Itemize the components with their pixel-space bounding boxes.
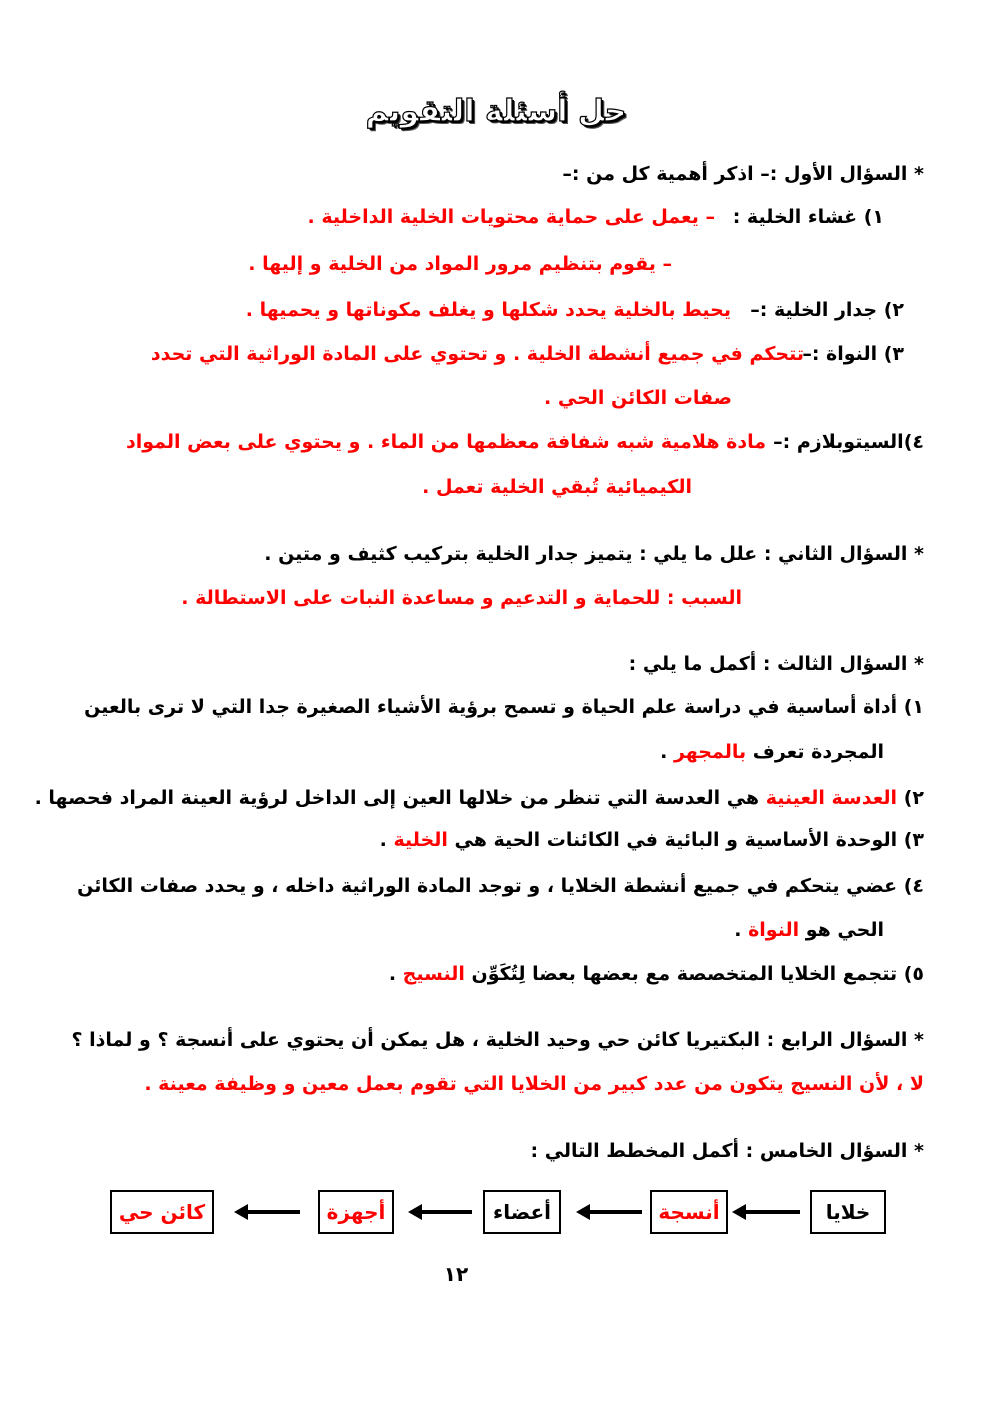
flow-box-cells: خلايا	[810, 1190, 886, 1234]
q3-item2-number: ٢)	[903, 787, 924, 809]
q1-heading: * السؤال الأول :– اذكر أهمية كل من :–	[562, 163, 924, 185]
q3-item1-end: .	[660, 741, 668, 763]
q3-item5-text: ٥) تتجمع الخلايا المتخصصة مع بعضها بعضا لِتُكَوِّن	[471, 963, 924, 985]
q3-item1-answer: بالمجهر	[673, 741, 747, 763]
q1-item3-label: ٣) النواة :–	[802, 343, 904, 365]
q1-item1-answer-b: – يقوم بتنظيم مرور المواد من الخلية و إليها .	[248, 253, 672, 275]
flow-box-systems: أجهزة	[318, 1190, 394, 1234]
q3-item1-line2	[660, 738, 884, 766]
q1-item1-answer-a: – يعمل على حماية محتويات الخلية الداخلية .	[307, 206, 715, 228]
flow-arrow-2	[588, 1210, 642, 1214]
q4-answer: لا ، لأن النسيج يتكون من عدد كبير من الخلايا التي تقوم بعمل معين و وظيفة معينة .	[144, 1073, 924, 1095]
flow-box-organism: كائن حي	[110, 1190, 214, 1234]
q3-item4-answer: النواة	[748, 919, 800, 941]
q5-heading: * السؤال الخامس : أكمل المخطط التالي :	[530, 1140, 924, 1162]
q1-item2-label: ٢) جدار الخلية :–	[750, 299, 904, 321]
q3-item3-end: .	[379, 829, 387, 851]
q3-item5-answer: النسيج	[402, 963, 465, 985]
q3-item4-text: الحي هو	[805, 919, 884, 941]
q1-item3-answer-line2: صفات الكائن الحي .	[544, 387, 732, 409]
page-number: ١٢	[443, 1262, 469, 1286]
q1-item4-label: ٤)السيتوبلازم :–	[773, 431, 924, 453]
q3-item4-end: .	[734, 919, 742, 941]
q1-item3-answer-line1: تتحكم في جميع أنشطة الخلية . و تحتوي على المادة الوراثية التي تحدد	[150, 343, 804, 365]
q1-item4-answer-line1: مادة هلامية شبه شفافة معظمها من الماء . و يحتوي على بعض المواد	[125, 431, 766, 453]
q2-answer: السبب : للحماية و التدعيم و مساعدة النبات على الاستطالة .	[181, 587, 742, 609]
flow-box-organs: أعضاء	[483, 1190, 561, 1234]
page-title: حل أسئلة التقويم	[365, 94, 627, 129]
flow-arrow-4	[246, 1210, 300, 1214]
q1-item1-label: ١) غشاء الخلية :	[732, 206, 884, 228]
flow-diagram	[0, 1190, 992, 1240]
q3-item1-line1: ١) أداة أساسية في دراسة علم الحياة و تسمح برؤية الأشياء الصغيرة جدا التي لا ترى بالعين	[84, 696, 924, 718]
q3-heading: * السؤال الثالث : أكمل ما يلي :	[628, 653, 924, 675]
q3-item1-text: المجردة تعرف	[752, 741, 884, 763]
flow-arrow-1	[744, 1210, 800, 1214]
q4-heading: * السؤال الرابع : البكتيريا كائن حي وحيد الخلية ، هل يمكن أن يحتوي على أنسجة ؟ و لماذا ؟	[71, 1029, 924, 1051]
q3-item5-end: .	[388, 963, 397, 985]
q1-item4-answer-line2: الكيميائية تُبقي الخلية تعمل .	[422, 476, 692, 498]
q3-item4-line2	[734, 916, 884, 944]
q3-item2	[35, 784, 924, 812]
flow-arrow-3	[420, 1210, 472, 1214]
q3-item2-text: هي العدسة التي تنظر من خلالها العين إلى الداخل لرؤية العينة المراد فحصها .	[34, 787, 760, 809]
q2-heading: * السؤال الثاني : علل ما يلي : يتميز جدار الخلية بتركيب كثيف و متين .	[264, 543, 924, 565]
q3-item3	[380, 826, 924, 854]
q1-item2-answer: يحيط بالخلية يحدد شكلها و يغلف مكوناتها و يحميها .	[245, 299, 731, 321]
q3-item4-line1: ٤) عضي يتحكم في جميع أنشطة الخلايا ، و توجد المادة الوراثية داخله ، و يحدد صفات الكائن	[77, 875, 924, 897]
q3-item3-text: ٣) الوحدة الأساسية و البائية في الكائنات الحية هي	[454, 829, 924, 851]
q3-item2-answer: العدسة العينية	[765, 787, 898, 809]
q3-item3-answer: الخلية	[393, 829, 448, 851]
flow-box-tissues: أنسجة	[650, 1190, 728, 1234]
q3-item5	[389, 960, 924, 988]
